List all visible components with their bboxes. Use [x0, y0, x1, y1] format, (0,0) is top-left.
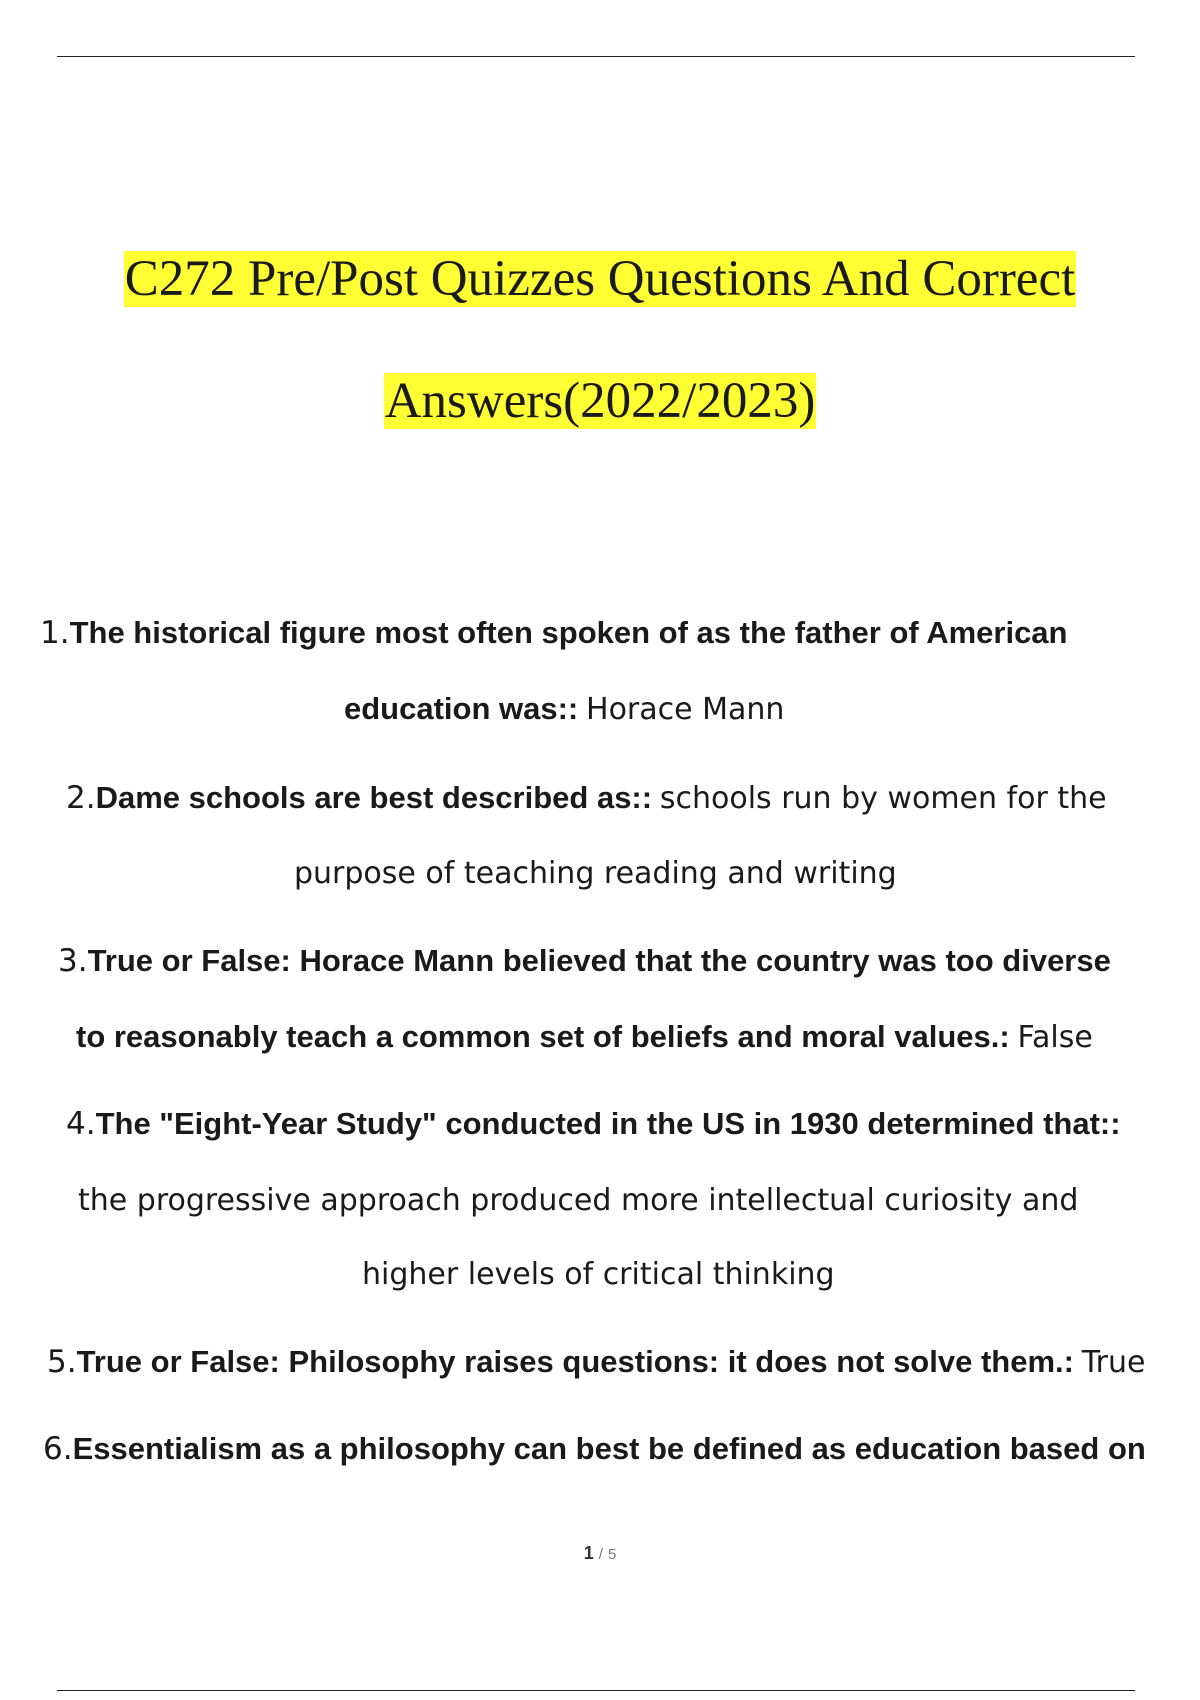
list-item-2-line-2 — [294, 853, 897, 894]
page-separator: / — [598, 1546, 603, 1563]
question-text: True or False: Philosophy raises questions: it does not solve them.: — [76, 1344, 1074, 1379]
question-text: The "Eight-Year Study" conducted in the US in 1930 determined that:: — [95, 1106, 1121, 1141]
item-number: 4. — [66, 1106, 96, 1142]
answer-text: False — [1017, 1020, 1093, 1055]
title-highlight: Answers(2022/2023) — [384, 373, 816, 429]
item-number: 2. — [66, 780, 96, 816]
question-text: education was:: — [344, 691, 579, 726]
top-rule — [57, 56, 1135, 57]
item-number: 6. — [43, 1431, 73, 1467]
list-item-5-line-1 — [47, 1342, 1145, 1383]
list-item-4-line-3 — [362, 1254, 835, 1295]
list-item-1-line-2 — [344, 689, 784, 730]
total-page-count: 5 — [607, 1546, 617, 1563]
list-item-3-line-1 — [58, 941, 1111, 981]
answer-text: higher levels of critical thinking — [362, 1257, 835, 1292]
answer-text: Horace Mann — [586, 692, 785, 727]
answer-text: schools run by women for the — [659, 781, 1107, 816]
item-number: 5. — [47, 1344, 77, 1380]
title-highlight: C272 Pre/Post Quizzes Questions And Correct — [124, 251, 1076, 307]
list-item-1-line-1 — [40, 613, 1067, 653]
page-indicator — [0, 1543, 1200, 1564]
question-text: True or False: Horace Mann believed that the country was too diverse — [87, 943, 1111, 978]
question-text: The historical figure most often spoken of as the father of American — [69, 615, 1068, 650]
question-text: to reasonably teach a common set of beliefs and moral values.: — [76, 1019, 1010, 1054]
answer-text: True — [1081, 1345, 1146, 1380]
current-page-number: 1 — [583, 1543, 594, 1563]
answer-text: the progressive approach produced more intellectual curiosity and — [78, 1183, 1079, 1218]
question-text: Dame schools are best described as:: — [95, 780, 653, 815]
item-number: 1. — [40, 615, 70, 651]
document-title-line-1 — [0, 248, 1200, 310]
item-number: 3. — [58, 943, 88, 979]
bottom-rule — [57, 1690, 1135, 1691]
list-item-2-line-1 — [66, 778, 1107, 819]
list-item-4-line-1 — [66, 1104, 1121, 1144]
answer-text: purpose of teaching reading and writing — [294, 856, 897, 891]
list-item-3-line-2 — [76, 1017, 1093, 1058]
list-item-4-line-2 — [78, 1180, 1078, 1221]
list-item-6-line-1 — [43, 1429, 1146, 1469]
document-title-line-2 — [0, 370, 1200, 432]
question-text: Essentialism as a philosophy can best be defined as education based on — [72, 1431, 1146, 1466]
